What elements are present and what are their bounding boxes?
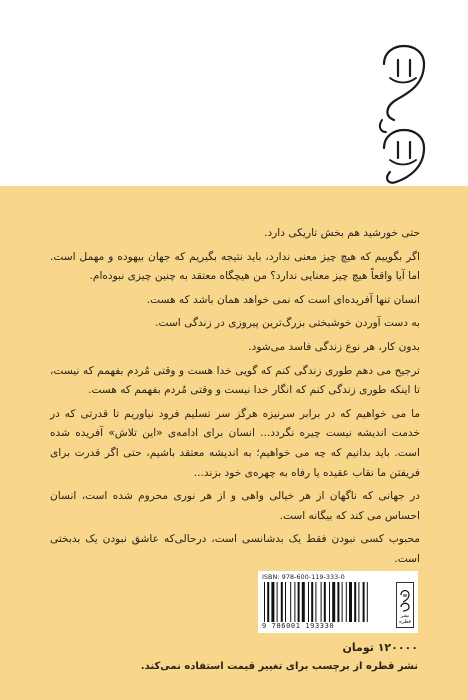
barcode-digits: 9 786001 193330 <box>262 622 335 630</box>
quote-paragraph: انسان تنها آفریده‌ای است که نمی خواهد همان باشد که هست. <box>146 293 420 306</box>
publisher-glyph-icon <box>399 586 411 612</box>
quote-paragraph: اگر بگوییم که هیچ چیز معنی ندارد، باید نتیجه بگیریم که جهان بیهوده و مهمل است. اما آیا واقعاً هیچ چیز معنایی ندارد؟ من هیچگاه معتقد به چنین چیزی نبوده‌ام. <box>50 250 420 283</box>
quote-paragraph: ترجیح می دهم طوری زندگی کنم که گویی خدا هست و وقتی مُردم بفهمم که نیست، تا اینکه طوری زندگی کنم که انگار خدا نیست و وقتی مُردم بفهمم که هست. <box>50 364 420 397</box>
quote-paragraph: بدون کار، هر نوع زندگی فاسد می‌شود. <box>248 340 420 353</box>
barcode-icon <box>262 582 394 622</box>
publisher-logo-icon <box>374 20 434 185</box>
quote-paragraph: در جهانی که ناگهان از هر خیالی واهی و از هر نوری محروم شده است، انسان احساس می کند که بیگانه است. <box>50 490 420 522</box>
quote-paragraph: ما می خواهیم که در برابر سرنیزه هرگز سر تسلیم فرود نیاوریم تا قدرتی که در خدمت اندیشه نیست چیره نگردد... انسان برای ادامه‌ی «این تلاش» آفریده شده است. باید بدانیم که چه می خواهیم؛ به اندیشه معتقد باشیم، حتی اگر قدرت برای فریفتن ما نقاب عقیده یا رفاه به چهره‌ی خود بزند... <box>50 407 420 479</box>
isbn-label: ISBN: 978-600-119-333-0 <box>262 573 345 581</box>
publisher-mark <box>396 582 414 628</box>
quote-paragraph: حتی خورشید هم بخش تاریکی دارد. <box>264 227 420 239</box>
quote-paragraph: محبوب کسی نبودن فقط یک بدشانسی است، درحالی‌که عاشق نبودن یک بدبختی است. <box>50 533 420 565</box>
publisher-name: نشر قطره <box>399 613 411 625</box>
quote-paragraph: به دست آوردن خوشبختی بزرگ‌ترین پیروزی در زندگی است. <box>155 317 420 330</box>
price-notice: نشر قطره از برچسب برای تغییر قیمت استفاده نمی‌کند. <box>140 661 418 672</box>
quotes-text-block <box>50 224 420 574</box>
price-label: ۱۲۰۰۰۰ تومان <box>342 641 418 654</box>
barcode-box <box>258 571 418 633</box>
